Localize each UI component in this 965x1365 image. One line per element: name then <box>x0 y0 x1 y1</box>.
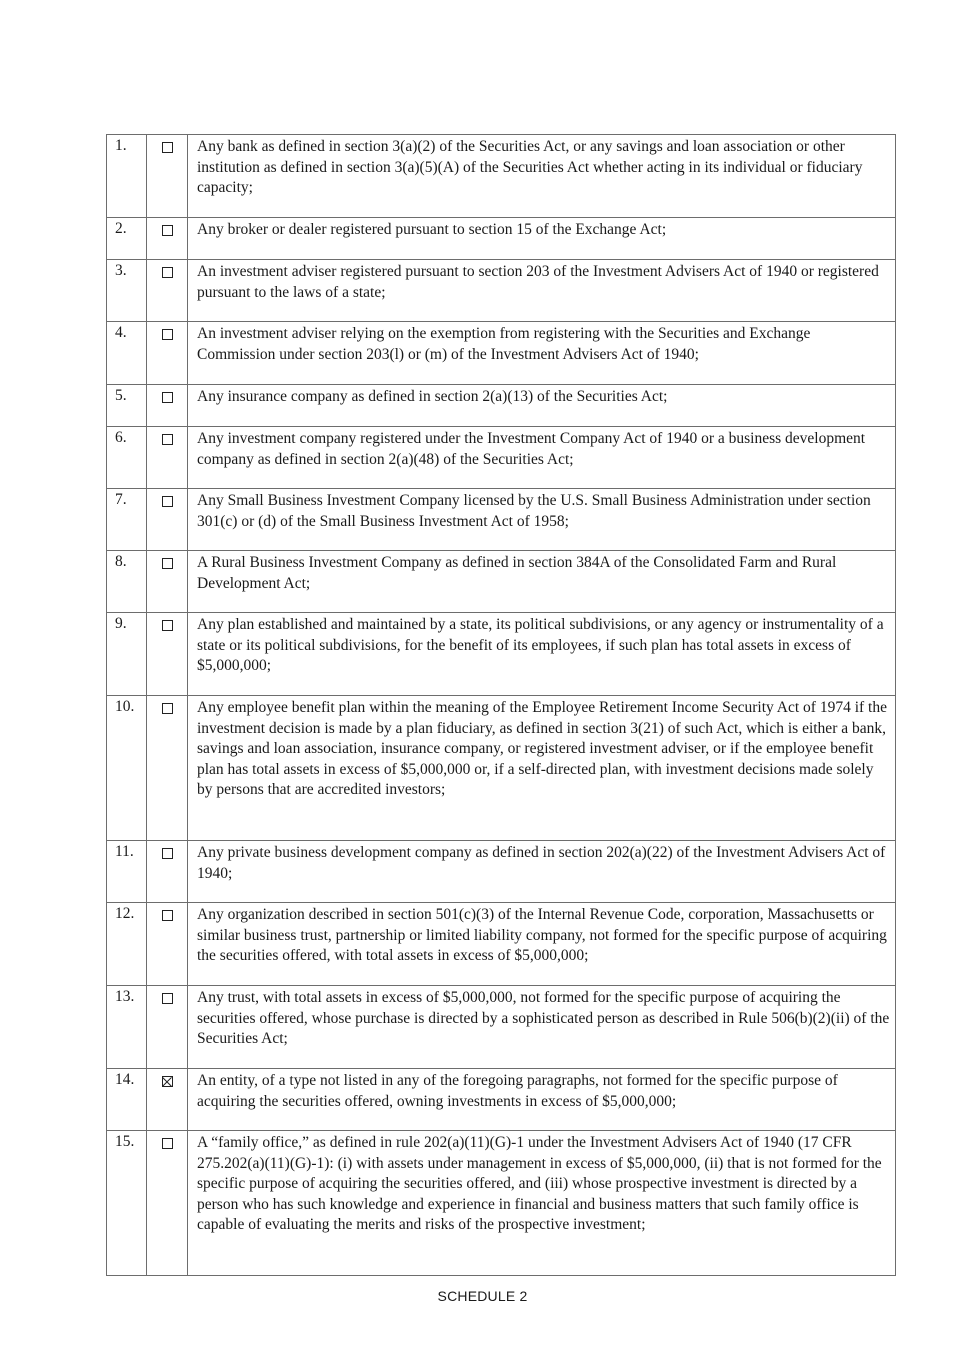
criteria-row-5 <box>107 385 896 427</box>
item-number: 4. <box>107 322 147 385</box>
item-number: 1. <box>107 135 147 218</box>
checkbox-item-11[interactable] <box>162 848 173 859</box>
item-text: An entity, of a type not listed in any of the foregoing paragraphs, not formed for the specific purpose of acquiring the securities offered, owning investments in excess of $5,000,000; <box>188 1069 896 1131</box>
item-number: 6. <box>107 427 147 489</box>
schedule-footer-label: SCHEDULE 2 <box>437 1288 528 1304</box>
item-text: Any employee benefit plan within the meaning of the Employee Retirement Income Security Act of 1974 if the investment decision is made by a plan fiduciary, as defined in section 3(21) of such Act, which is either a bank, savings and loan association, insurance company, or registered investment adviser, or if the employee benefit plan has total assets in excess of $5,000,000 or, if a self-directed plan, with investment decisions made solely by persons that are accredited investors; <box>188 696 896 841</box>
item-number: 12. <box>107 903 147 986</box>
criteria-row-10 <box>107 696 896 841</box>
checkbox-item-9[interactable] <box>162 620 173 631</box>
criteria-table-body <box>107 135 896 1276</box>
item-number: 2. <box>107 218 147 260</box>
criteria-row-11 <box>107 841 896 903</box>
item-text: Any trust, with total assets in excess of $5,000,000, not formed for the specific purpose of acquiring the securities offered, whose purchase is directed by a sophisticated person as described in Rule 506(b)(2)(ii) of the Securities Act; <box>188 986 896 1069</box>
item-number: 13. <box>107 986 147 1069</box>
item-number: 5. <box>107 385 147 427</box>
item-number: 3. <box>107 260 147 322</box>
criteria-row-8 <box>107 551 896 613</box>
criteria-row-3 <box>107 260 896 322</box>
checkbox-item-4[interactable] <box>162 329 173 340</box>
checkbox-item-12[interactable] <box>162 910 173 921</box>
checkbox-item-7[interactable] <box>162 496 173 507</box>
item-number: 10. <box>107 696 147 841</box>
checkbox-item-3[interactable] <box>162 267 173 278</box>
item-text: Any insurance company as defined in section 2(a)(13) of the Securities Act; <box>188 385 896 427</box>
criteria-row-12 <box>107 903 896 986</box>
checkbox-item-1[interactable] <box>162 142 173 153</box>
item-text: Any private business development company as defined in section 202(a)(22) of the Investment Advisers Act of 1940; <box>188 841 896 903</box>
checkbox-item-6[interactable] <box>162 434 173 445</box>
checkbox-item-5[interactable] <box>162 392 173 403</box>
criteria-row-6 <box>107 427 896 489</box>
item-number: 8. <box>107 551 147 613</box>
item-number: 7. <box>107 489 147 551</box>
checkbox-item-10[interactable] <box>162 703 173 714</box>
item-text: An investment adviser relying on the exemption from registering with the Securities and Exchange Commission under section 203(l) or (m) of the Investment Advisers Act of 1940; <box>188 322 896 385</box>
item-text: Any bank as defined in section 3(a)(2) of the Securities Act, or any savings and loan association or other institution as defined in section 3(a)(5)(A) of the Securities Act whether acting in its individual or fiduciary capacity; <box>188 135 896 218</box>
checkbox-item-8[interactable] <box>162 558 173 569</box>
checkbox-item-2[interactable] <box>162 225 173 236</box>
item-number: 11. <box>107 841 147 903</box>
criteria-row-2 <box>107 218 896 260</box>
checkbox-item-13[interactable] <box>162 993 173 1004</box>
item-number: 9. <box>107 613 147 696</box>
checkbox-item-14[interactable] <box>162 1076 173 1087</box>
criteria-row-14 <box>107 1069 896 1131</box>
criteria-row-4 <box>107 322 896 385</box>
checkbox-item-15[interactable] <box>162 1138 173 1149</box>
item-text: Any investment company registered under the Investment Company Act of 1940 or a business development company as defined in section 2(a)(48) of the Securities Act; <box>188 427 896 489</box>
criteria-row-15 <box>107 1131 896 1276</box>
item-text: An investment adviser registered pursuant to section 203 of the Investment Advisers Act of 1940 or registered pursuant to the laws of a state; <box>188 260 896 322</box>
criteria-row-7 <box>107 489 896 551</box>
accreditation-criteria-table <box>106 134 896 1276</box>
item-number: 15. <box>107 1131 147 1276</box>
criteria-row-13 <box>107 986 896 1069</box>
item-text: Any broker or dealer registered pursuant to section 15 of the Exchange Act; <box>188 218 896 260</box>
item-number: 14. <box>107 1069 147 1131</box>
criteria-row-1 <box>107 135 896 218</box>
criteria-row-9 <box>107 613 896 696</box>
item-text: Any plan established and maintained by a state, its political subdivisions, or any agency or instrumentality of a state or its political subdivisions, for the benefit of its employees, if such plan has total assets in excess of $5,000,000; <box>188 613 896 696</box>
item-text: A Rural Business Investment Company as defined in section 384A of the Consolidated Farm and Rural Development Act; <box>188 551 896 613</box>
item-text: Any organization described in section 501(c)(3) of the Internal Revenue Code, corporation, Massachusetts or similar business trust, partnership or limited liability company, not formed for the specific purpose of acquiring the securities offered, with total assets in excess of $5,000,000; <box>188 903 896 986</box>
item-text: A “family office,” as defined in rule 202(a)(11)(G)-1 under the Investment Advisers Act of 1940 (17 CFR 275.202(a)(11)(G)-1): (i) with assets under management in excess of $5,000,000, (ii) that is not formed for the specific purpose of acquiring the securities offered, and (iii) whose prospective investment is directed by a person who has such knowledge and experience in financial and business matters that such family office is capable of evaluating the merits and risks of the prospective investment; <box>188 1131 896 1276</box>
item-text: Any Small Business Investment Company licensed by the U.S. Small Business Administration under section 301(c) or (d) of the Small Business Investment Act of 1958; <box>188 489 896 551</box>
